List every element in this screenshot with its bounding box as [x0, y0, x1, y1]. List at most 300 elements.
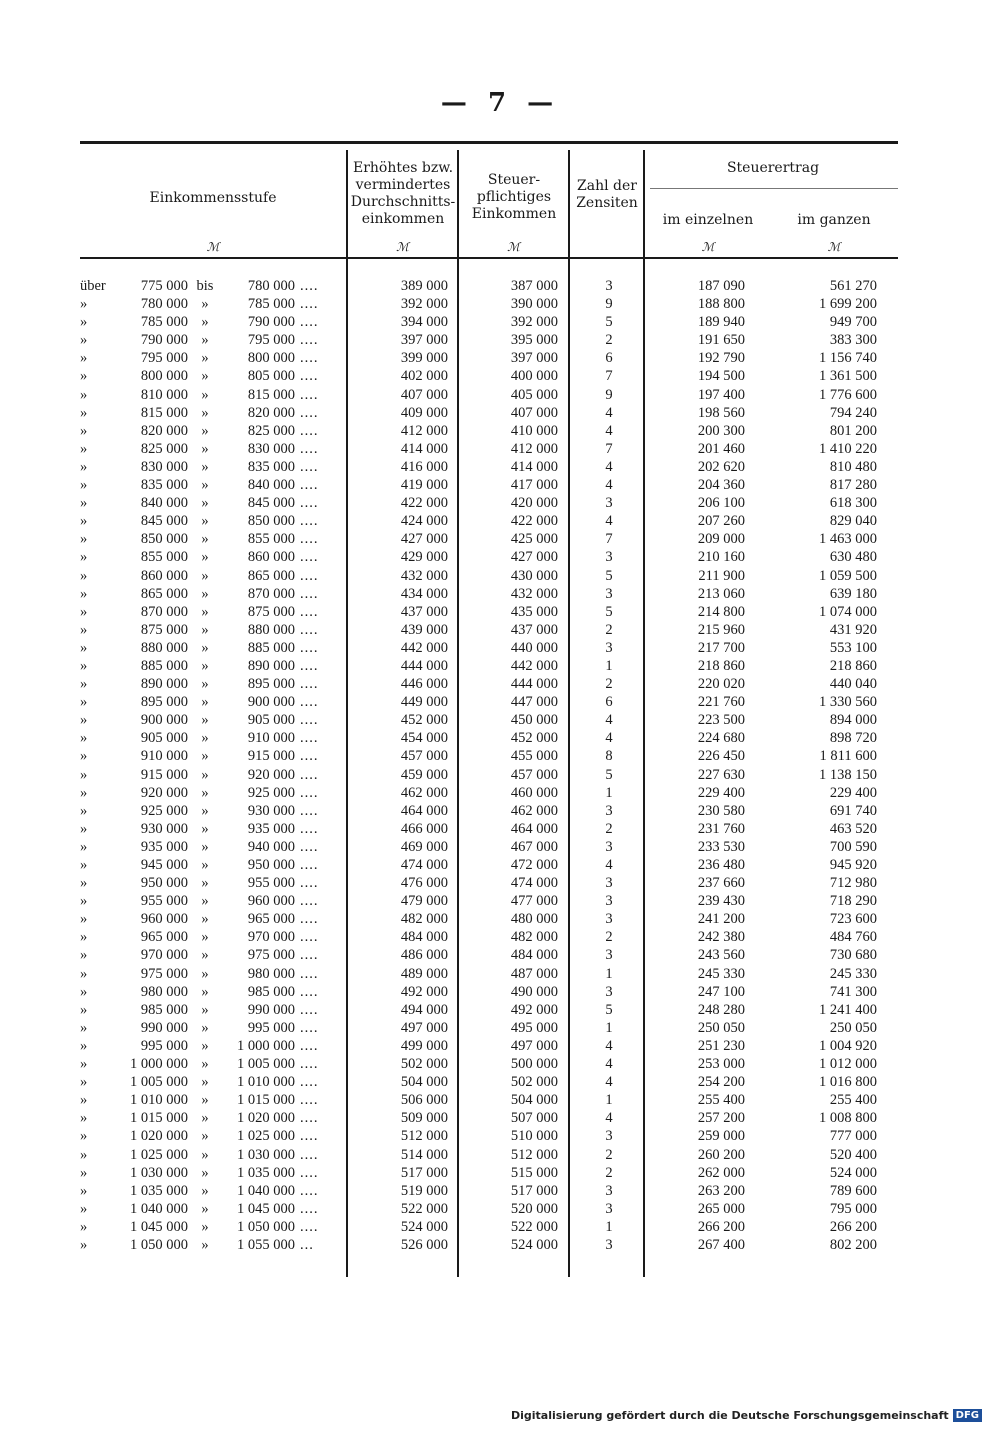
- range-separator: »: [201, 965, 209, 982]
- row-prefix: »: [80, 495, 88, 512]
- table-row: [80, 892, 898, 910]
- row-prefix: »: [80, 1019, 88, 1036]
- taxable-income: 510 000: [510, 1128, 558, 1145]
- row-prefix: »: [80, 477, 88, 494]
- taxable-income: 464 000: [510, 820, 558, 837]
- table-row: [80, 422, 898, 440]
- table-row: [80, 1037, 898, 1055]
- table-row: [80, 657, 898, 675]
- header-einkommensstufe: Einkommensstufe: [149, 190, 277, 206]
- average-income: 416 000: [400, 458, 448, 475]
- income-to: 800 000: [247, 350, 295, 367]
- taxable-income: 407 000: [510, 404, 558, 421]
- income-from: 945 000: [140, 857, 188, 873]
- row-prefix: »: [80, 1182, 88, 1199]
- leader-dots: ....: [300, 639, 319, 656]
- leader-dots: ....: [300, 947, 319, 964]
- taxpayer-count: 3: [605, 639, 613, 656]
- row-prefix: »: [80, 567, 88, 584]
- taxpayer-count: 3: [605, 911, 613, 928]
- average-income: 439 000: [400, 621, 448, 638]
- tax-individual: 257 200: [697, 1110, 745, 1127]
- taxable-income: 497 000: [510, 1037, 558, 1054]
- income-to: 850 000: [247, 513, 295, 530]
- range-separator: bis: [196, 278, 214, 294]
- table-row: [80, 512, 898, 530]
- taxpayer-count: 4: [605, 477, 613, 494]
- taxpayer-count: 3: [605, 1182, 613, 1199]
- tax-total: 1 776 600: [819, 386, 877, 403]
- leader-dots: ....: [300, 278, 319, 294]
- taxable-income: 520 000: [510, 1200, 558, 1217]
- row-prefix: »: [80, 820, 88, 837]
- tax-individual: 241 200: [697, 911, 745, 928]
- average-income: 492 000: [400, 983, 448, 1000]
- row-prefix: »: [80, 857, 88, 873]
- tax-individual: 224 680: [697, 730, 745, 747]
- taxpayer-count: 5: [605, 1001, 613, 1018]
- taxable-income: 455 000: [510, 748, 558, 765]
- income-to: 885 000: [247, 639, 295, 656]
- average-income: 509 000: [400, 1110, 448, 1127]
- row-prefix: »: [80, 947, 88, 964]
- tax-total: 463 520: [829, 820, 877, 837]
- income-to: 925 000: [247, 784, 295, 801]
- taxpayer-count: 8: [605, 748, 613, 765]
- header-steuerertrag: Steuerertrag: [726, 160, 820, 176]
- range-separator: »: [201, 947, 209, 964]
- tax-total: 949 700: [829, 314, 877, 331]
- tax-individual: 250 050: [697, 1019, 745, 1036]
- range-separator: »: [201, 440, 209, 457]
- tax-total: 894 000: [829, 712, 877, 729]
- average-income: 482 000: [400, 911, 448, 928]
- taxable-income: 457 000: [510, 766, 558, 783]
- taxable-income: 420 000: [510, 495, 558, 512]
- income-from: 1 030 000: [130, 1164, 188, 1181]
- average-income: 389 000: [400, 278, 448, 294]
- taxable-income: 440 000: [510, 639, 558, 656]
- income-to: 1 045 000: [237, 1200, 295, 1217]
- range-separator: »: [201, 296, 209, 313]
- range-separator: »: [201, 350, 209, 367]
- average-income: 437 000: [400, 603, 448, 620]
- taxable-income: 400 000: [510, 368, 558, 385]
- tax-individual: 221 760: [697, 694, 745, 711]
- taxable-income: 472 000: [510, 857, 558, 873]
- footer-text: Digitalisierung gefördert durch die Deutsche Forschungsgemeinschaft: [510, 1409, 949, 1422]
- leader-dots: ....: [300, 1074, 319, 1091]
- income-to: 940 000: [247, 838, 295, 855]
- tax-individual: 200 300: [697, 422, 745, 439]
- range-separator: »: [201, 567, 209, 584]
- table-row: [80, 946, 898, 964]
- tax-individual: 230 580: [697, 802, 745, 819]
- income-to: 1 030 000: [237, 1146, 295, 1163]
- taxpayer-count: 2: [605, 820, 613, 837]
- range-separator: »: [201, 1146, 209, 1163]
- tax-total: 1 074 000: [819, 603, 877, 620]
- leader-dots: ....: [300, 1092, 319, 1109]
- income-from: 790 000: [140, 332, 188, 349]
- range-separator: »: [201, 314, 209, 331]
- income-to: 1 020 000: [237, 1110, 295, 1127]
- range-separator: »: [201, 1037, 209, 1054]
- range-separator: »: [201, 495, 209, 512]
- range-separator: »: [201, 1001, 209, 1018]
- average-income: 429 000: [400, 549, 448, 566]
- leader-dots: ....: [300, 1164, 319, 1181]
- leader-dots: ...: [300, 1236, 314, 1253]
- tax-individual: 207 260: [697, 513, 745, 530]
- tax-total: 712 980: [829, 875, 877, 892]
- leader-dots: ....: [300, 676, 319, 693]
- average-income: 514 000: [400, 1146, 448, 1163]
- taxable-income: 437 000: [510, 621, 558, 638]
- income-to: 955 000: [247, 875, 295, 892]
- income-from: 900 000: [140, 712, 188, 729]
- tax-total: 700 590: [829, 838, 877, 855]
- tax-total: 1 008 800: [819, 1110, 877, 1127]
- leader-dots: ....: [300, 712, 319, 729]
- range-separator: »: [201, 1074, 209, 1091]
- range-separator: »: [201, 603, 209, 620]
- tax-individual: 227 630: [697, 766, 745, 783]
- row-prefix: »: [80, 748, 88, 765]
- table-row: [80, 1073, 898, 1091]
- taxable-income: 460 000: [510, 784, 558, 801]
- taxable-income: 435 000: [510, 603, 558, 620]
- taxable-income: 484 000: [510, 947, 558, 964]
- range-separator: »: [201, 748, 209, 765]
- unit-mark: ℳ: [206, 240, 220, 254]
- leader-dots: ....: [300, 458, 319, 475]
- header-im-einzelnen: im einzelnen: [662, 212, 754, 228]
- tax-total: 1 012 000: [819, 1056, 877, 1073]
- income-to: 900 000: [247, 694, 295, 711]
- income-from: 935 000: [140, 838, 188, 855]
- income-from: 840 000: [140, 495, 188, 512]
- tax-individual: 220 020: [697, 676, 745, 693]
- tax-individual: 213 060: [697, 585, 745, 602]
- taxpayer-count: 4: [605, 730, 613, 747]
- income-from: 885 000: [140, 657, 188, 674]
- average-income: 504 000: [400, 1074, 448, 1091]
- taxable-income: 450 000: [510, 712, 558, 729]
- leader-dots: ....: [300, 784, 319, 801]
- row-prefix: »: [80, 332, 88, 349]
- average-income: 427 000: [400, 531, 448, 548]
- tax-individual: 265 000: [697, 1200, 745, 1217]
- income-to: 970 000: [247, 929, 295, 946]
- taxpayer-count: 3: [605, 875, 613, 892]
- table-row: [80, 1146, 898, 1164]
- tax-total: 245 330: [829, 965, 877, 982]
- tax-individual: 192 790: [697, 350, 745, 367]
- tax-individual: 191 650: [697, 332, 745, 349]
- table-row: [80, 548, 898, 566]
- taxable-income: 432 000: [510, 585, 558, 602]
- row-prefix: »: [80, 1164, 88, 1181]
- average-income: 469 000: [400, 838, 448, 855]
- average-income: 446 000: [400, 676, 448, 693]
- income-from: 835 000: [140, 477, 188, 494]
- tax-individual: 239 430: [697, 893, 745, 910]
- taxable-income: 417 000: [510, 477, 558, 494]
- table-row: [80, 711, 898, 729]
- table-row: [80, 567, 898, 585]
- range-separator: »: [201, 513, 209, 530]
- range-separator: »: [201, 712, 209, 729]
- header-rule: [80, 257, 898, 259]
- taxable-income: 507 000: [510, 1110, 558, 1127]
- taxpayer-count: 1: [605, 1092, 613, 1109]
- row-prefix: »: [80, 1110, 88, 1127]
- leader-dots: ....: [300, 857, 319, 873]
- row-prefix: »: [80, 296, 88, 313]
- average-income: 399 000: [400, 350, 448, 367]
- table-row: [80, 784, 898, 802]
- taxable-income: 477 000: [510, 893, 558, 910]
- income-to: 950 000: [247, 857, 295, 873]
- income-from: 890 000: [140, 676, 188, 693]
- taxpayer-count: 3: [605, 1200, 613, 1217]
- taxpayer-count: 4: [605, 1056, 613, 1073]
- leader-dots: ....: [300, 567, 319, 584]
- tax-total: 1 016 800: [819, 1074, 877, 1091]
- tax-individual: 209 000: [697, 531, 745, 548]
- tax-individual: 188 800: [697, 296, 745, 313]
- income-from: 980 000: [140, 983, 188, 1000]
- taxpayer-count: 4: [605, 1110, 613, 1127]
- average-income: 414 000: [400, 440, 448, 457]
- taxpayer-count: 6: [605, 350, 613, 367]
- income-from: 825 000: [140, 440, 188, 457]
- tax-individual: 204 360: [697, 477, 745, 494]
- range-separator: »: [201, 1056, 209, 1073]
- income-from: 990 000: [140, 1019, 188, 1036]
- leader-dots: ....: [300, 1037, 319, 1054]
- tax-total: 691 740: [829, 802, 877, 819]
- tax-individual: 197 400: [697, 386, 745, 403]
- tax-individual: 254 200: [697, 1074, 745, 1091]
- income-from: 870 000: [140, 603, 188, 620]
- taxable-income: 474 000: [510, 875, 558, 892]
- tax-total: 801 200: [829, 422, 877, 439]
- taxable-income: 442 000: [510, 657, 558, 674]
- taxable-income: 524 000: [510, 1236, 558, 1253]
- taxpayer-count: 4: [605, 404, 613, 421]
- taxable-income: 492 000: [510, 1001, 558, 1018]
- average-income: 524 000: [400, 1218, 448, 1235]
- income-to: 830 000: [247, 440, 295, 457]
- range-separator: »: [201, 694, 209, 711]
- leader-dots: ....: [300, 603, 319, 620]
- taxpayer-count: 4: [605, 1074, 613, 1091]
- tax-total: 553 100: [829, 639, 877, 656]
- leader-dots: ....: [300, 1019, 319, 1036]
- income-to: 795 000: [247, 332, 295, 349]
- row-prefix: »: [80, 585, 88, 602]
- leader-dots: ....: [300, 621, 319, 638]
- taxable-income: 502 000: [510, 1074, 558, 1091]
- table-row: [80, 458, 898, 476]
- leader-dots: ....: [300, 296, 319, 313]
- table-row: [80, 1164, 898, 1182]
- range-separator: »: [201, 549, 209, 566]
- header-steuerpflichtiges-einkommen: Steuer-pflichtiges Einkommen: [471, 172, 557, 222]
- leader-dots: ....: [300, 314, 319, 331]
- income-from: 780 000: [140, 296, 188, 313]
- table-row: [80, 1001, 898, 1019]
- income-to: 845 000: [247, 495, 295, 512]
- taxable-income: 482 000: [510, 929, 558, 946]
- row-prefix: »: [80, 513, 88, 530]
- taxpayer-count: 1: [605, 965, 613, 982]
- range-separator: »: [201, 585, 209, 602]
- taxpayer-count: 4: [605, 1037, 613, 1054]
- average-income: 424 000: [400, 513, 448, 530]
- taxpayer-count: 3: [605, 549, 613, 566]
- taxpayer-count: 3: [605, 802, 613, 819]
- income-to: 915 000: [247, 748, 295, 765]
- footer-credit: [511, 1409, 982, 1422]
- row-prefix: »: [80, 1236, 88, 1253]
- tax-individual: 242 380: [697, 929, 745, 946]
- average-income: 409 000: [400, 404, 448, 421]
- tax-individual: 259 000: [697, 1128, 745, 1145]
- range-separator: »: [201, 1019, 209, 1036]
- table-row: [80, 675, 898, 693]
- income-to: 790 000: [247, 314, 295, 331]
- tax-total: 484 760: [829, 929, 877, 946]
- income-to: 1 025 000: [237, 1128, 295, 1145]
- tax-total: 1 138 150: [819, 766, 877, 783]
- table-row: [80, 1019, 898, 1037]
- income-to: 1 040 000: [237, 1182, 295, 1199]
- income-from: 865 000: [140, 585, 188, 602]
- leader-dots: ....: [300, 1182, 319, 1199]
- income-from: 875 000: [140, 621, 188, 638]
- leader-dots: ....: [300, 1128, 319, 1145]
- row-prefix: »: [80, 1074, 88, 1091]
- income-from: 975 000: [140, 965, 188, 982]
- taxable-income: 395 000: [510, 332, 558, 349]
- average-income: 432 000: [400, 567, 448, 584]
- table-row: [80, 1182, 898, 1200]
- tax-individual: 248 280: [697, 1001, 745, 1018]
- average-income: 454 000: [400, 730, 448, 747]
- row-prefix: »: [80, 1218, 88, 1235]
- row-prefix: über: [80, 278, 106, 294]
- income-to: 1 015 000: [237, 1092, 295, 1109]
- income-from: 845 000: [140, 513, 188, 530]
- row-prefix: »: [80, 1001, 88, 1018]
- tax-total: 898 720: [829, 730, 877, 747]
- row-prefix: »: [80, 404, 88, 421]
- taxpayer-count: 3: [605, 1236, 613, 1253]
- income-to: 965 000: [247, 911, 295, 928]
- income-to: 930 000: [247, 802, 295, 819]
- taxpayer-count: 7: [605, 368, 613, 385]
- tax-individual: 263 200: [697, 1182, 745, 1199]
- average-income: 506 000: [400, 1092, 448, 1109]
- table-row: [80, 1091, 898, 1109]
- tax-total: 1 699 200: [819, 296, 877, 313]
- income-from: 925 000: [140, 802, 188, 819]
- taxable-income: 512 000: [510, 1146, 558, 1163]
- income-from: 960 000: [140, 911, 188, 928]
- table-row: [80, 729, 898, 747]
- tax-individual: 206 100: [697, 495, 745, 512]
- average-income: 519 000: [400, 1182, 448, 1199]
- row-prefix: »: [80, 350, 88, 367]
- income-to: 1 010 000: [237, 1074, 295, 1091]
- tax-total: 383 300: [829, 332, 877, 349]
- table-row: [80, 965, 898, 983]
- table-row: [80, 874, 898, 892]
- income-from: 810 000: [140, 386, 188, 403]
- income-to: 840 000: [247, 477, 295, 494]
- average-income: 486 000: [400, 947, 448, 964]
- leader-dots: ....: [300, 838, 319, 855]
- average-income: 499 000: [400, 1037, 448, 1054]
- income-from: 910 000: [140, 748, 188, 765]
- tax-total: 795 000: [829, 1200, 877, 1217]
- row-prefix: »: [80, 1128, 88, 1145]
- row-prefix: »: [80, 929, 88, 946]
- table-row: [80, 766, 898, 784]
- range-separator: »: [201, 766, 209, 783]
- tax-total: 741 300: [829, 983, 877, 1000]
- taxable-income: 452 000: [510, 730, 558, 747]
- income-to: 875 000: [247, 603, 295, 620]
- income-from: 1 010 000: [130, 1092, 188, 1109]
- income-to: 890 000: [247, 657, 295, 674]
- taxpayer-count: 5: [605, 766, 613, 783]
- tax-total: 1 361 500: [819, 368, 877, 385]
- range-separator: »: [201, 1092, 209, 1109]
- income-from: 1 050 000: [130, 1236, 188, 1253]
- income-to: 870 000: [247, 585, 295, 602]
- tax-total: 1 241 400: [819, 1001, 877, 1018]
- tax-individual: 226 450: [697, 748, 745, 765]
- row-prefix: »: [80, 730, 88, 747]
- income-to: 990 000: [247, 1001, 295, 1018]
- income-from: 820 000: [140, 422, 188, 439]
- income-from: 800 000: [140, 368, 188, 385]
- taxable-income: 390 000: [510, 296, 558, 313]
- tax-individual: 218 860: [697, 657, 745, 674]
- taxable-income: 487 000: [510, 965, 558, 982]
- table-row: [80, 983, 898, 1001]
- leader-dots: ....: [300, 893, 319, 910]
- leader-dots: ....: [300, 386, 319, 403]
- range-separator: »: [201, 404, 209, 421]
- taxable-income: 410 000: [510, 422, 558, 439]
- average-income: 419 000: [400, 477, 448, 494]
- taxable-income: 444 000: [510, 676, 558, 693]
- tax-individual: 267 400: [697, 1236, 745, 1253]
- taxable-income: 425 000: [510, 531, 558, 548]
- taxable-income: 517 000: [510, 1182, 558, 1199]
- average-income: 457 000: [400, 748, 448, 765]
- table-row: [80, 838, 898, 856]
- range-separator: »: [201, 875, 209, 892]
- income-to: 1 050 000: [237, 1218, 295, 1235]
- unit-mark: ℳ: [827, 240, 841, 254]
- tax-total: 723 600: [829, 911, 877, 928]
